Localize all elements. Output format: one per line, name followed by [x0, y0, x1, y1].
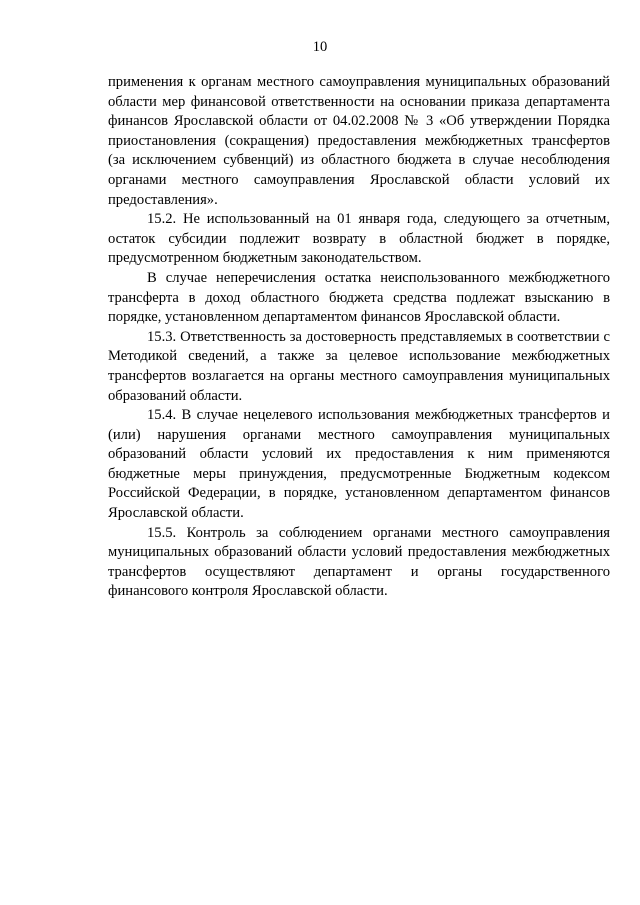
paragraph-15-4: 15.4. В случае нецелевого использования межбюджетных трансфертов и (или) нарушения органами местного самоуправления муниципальных образований области условий их предоставления к ним применяются бюджетные меры принуждения, предусмотренные Бюджетным кодексом Российской Федерации, в порядке, установленном департаментом финансов Ярославской области.: [108, 407, 610, 522]
paragraph-nonremittance: В случае неперечисления остатка неиспользованного межбюджетного трансферта в доход областного бюджета средства подлежат взысканию в порядке, установленном департаментом финансов Ярославской области.: [108, 269, 610, 326]
paragraph-15-5: 15.5. Контроль за соблюдением органами местного самоуправления муниципальных образований области условий предоставления межбюджетных трансфертов осуществляют департамент и органы государственного финансового контроля Ярославской области.: [108, 524, 610, 600]
page-number: 10: [312, 39, 328, 55]
paragraph-15-3: 15.3. Ответственность за достоверность представляемых в соответствии с Методикой сведений, а также за целевое использование межбюджетных трансфертов возлагается на органы местного самоуправления муниципальных образований области.: [108, 328, 610, 404]
document-body: [108, 73, 610, 602]
paragraph-15-2: 15.2. Не использованный на 01 января года, следующего за отчетным, остаток субсидии подлежит возврату в областной бюджет в порядке, предусмотренном бюджетным законодательством.: [108, 211, 610, 267]
paragraph-continuation: применения к органам местного самоуправления муниципальных образований области мер финансовой ответственности на основании приказа департамента финансов Ярославской области от 04.02.2008 № 3 «Об утверждении Порядка приостановления (сокращения) предоставления межбюджетных трансфертов (за исключением субвенций) из областного бюджета в случае несоблюдения органами местного самоуправления Ярославской области условий их предоставления».: [108, 74, 610, 208]
